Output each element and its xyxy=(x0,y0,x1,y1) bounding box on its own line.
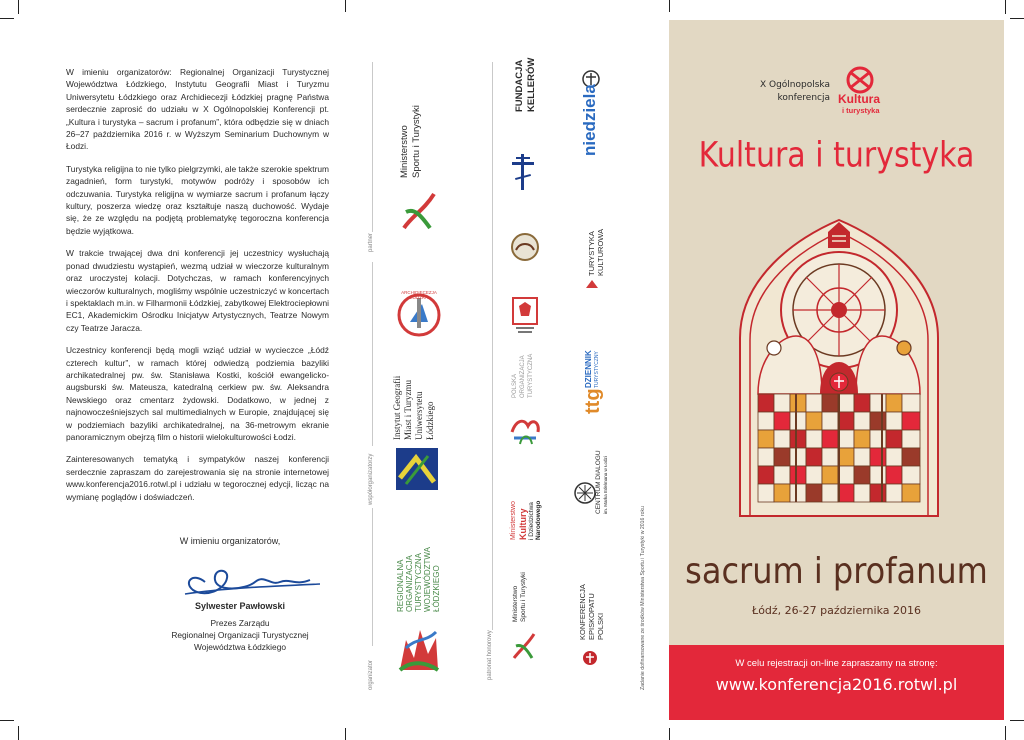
cover-date: Łódź, 26-27 października 2016 xyxy=(752,604,921,617)
signature-name: Sylwester Pawłowski xyxy=(194,601,286,611)
tk-icon xyxy=(584,278,600,290)
emblem-logo xyxy=(510,232,540,262)
logo-word: Kultura xyxy=(838,92,880,106)
institute-label: Miast i Turyzmu xyxy=(403,379,413,440)
pot-label: POLSKA xyxy=(512,373,518,398)
stained-glass-window-illustration xyxy=(736,218,942,518)
signature-role: Województwa Łódzkiego xyxy=(193,642,287,652)
section-label-honorary: patronat honorowy xyxy=(487,630,493,680)
registration-text: W celu rejestracji on-line zapraszamy na stronę: xyxy=(735,658,938,669)
logo-word: i turystyka xyxy=(842,106,880,115)
letter-paragraph: Zainteresowanych tematyką i sympatyków naszej konferencji serdecznie zapraszam do zarejestrowania się na stronie internetowej www.konferencja2016.rotwl.pl i udziału w tegorocznej edycji, licząc na wymianę poglądów i doświadczeń. xyxy=(66,454,329,502)
kep-label: POLSKI xyxy=(596,612,605,640)
ministry-culture-label: i Dziedzictwa xyxy=(528,502,535,540)
rot-label: ORGANIZACJA xyxy=(405,555,414,612)
crop-mark xyxy=(1010,720,1024,721)
section-label-coorganizers: współorganizatorzy xyxy=(368,453,374,505)
institute-label: Instytut Geografii xyxy=(392,375,402,440)
crop-mark xyxy=(1005,0,1006,14)
kep-label: KONFERENCJA xyxy=(578,584,587,640)
institute-label: Uniwersytetu xyxy=(414,391,424,440)
kep-logo xyxy=(582,650,598,666)
rot-label: TURYSTYCZNA xyxy=(414,553,423,612)
ministry-sport-logo xyxy=(512,630,536,662)
rot-label: REGIONALNA xyxy=(396,559,405,612)
ministry-culture-label: Ministerstwo xyxy=(510,501,517,540)
signature-image xyxy=(175,560,325,600)
fundacja-label: FUNDACJA xyxy=(514,59,525,112)
ministry-sport-label: Sportu i Turystyki xyxy=(520,572,527,622)
institute-label: Łódzkiego xyxy=(425,401,435,440)
rot-label: ŁÓDZKIEGO xyxy=(432,565,441,612)
ministry-culture-label: Narodowego xyxy=(535,500,542,540)
centrum-dialogu-label: CENTRUM DIALOGU xyxy=(595,450,602,514)
pot-logo xyxy=(508,412,542,446)
letter-paragraph: W trakcie trwającej dwa dni konferencji jej uczestnicy wysłuchają ponad dwudziestu wystąpień, wezmą udział w wieczorze kulturalnym oraz uroczystej kolacji. Dotychczas, w ramach konferencyjnych wieczorów kulturalnych, mogliśmy wspólnie uczestniczyć w koncertach i spektaklach m.in. w Filharmonii Łódzkiej, zabytkowej Elektrociepłowni EC1, Akademickim Ośrodku Inicjatyw Artystycznych, Teatrze Nowym czy Teatrze Jaracza. xyxy=(66,248,329,333)
signature-role: Regionalnej Organizacji Turystycznej xyxy=(171,630,309,640)
letter-paragraph: Uczestnicy konferencji będą mogli wziąć udział w wycieczce „Łódź czterech kultur”, w ramach której odwiedzą podziemia bazyliki archikatedralnej pw. św. Stanisława Kostki, kościół ewangelicko-augsburski św. Mateusza, katedralną cerkiew pw. św. Aleksandra Newskiego oraz cmentarz żydowski. Dodatkowo, w jednej z najnowocześniejszych sal multimedialnych w Europie, znajdującej się w podziemiach bazyliki archikatedralnej, na 36-metrowym ekranie panoramicznym obejrzą film o historii wielokulturowości Łodzi. xyxy=(66,345,329,442)
edition-label: X Ogólnopolska xyxy=(759,80,830,90)
ttg-logo: ttg xyxy=(582,388,604,414)
fold-mark xyxy=(669,0,670,12)
ministry-sport-logo xyxy=(400,188,436,234)
dziennik-label: TURYSTYCZNY xyxy=(594,351,600,388)
institute-logo xyxy=(396,448,438,490)
centrum-dialogu-label: im. Marka Edelmana w Łodzi xyxy=(603,456,608,514)
tk-label: KULTUROWA xyxy=(596,228,605,276)
ministry-sport-label: Sportu i Turystyki xyxy=(411,105,422,178)
pot-label: TURYSTYCZNA xyxy=(528,353,534,398)
signature-role: Prezes Zarządu xyxy=(210,618,270,628)
divider xyxy=(492,62,493,630)
kep-label: EPISKOPATU xyxy=(587,593,596,640)
fold-mark xyxy=(669,728,670,740)
registration-url[interactable]: www.konferencja2016.rotwl.pl xyxy=(715,675,958,694)
cover-title: Kultura i turystyka xyxy=(698,135,975,176)
registration-band xyxy=(669,645,1004,720)
section-label-organizer: organizator xyxy=(368,659,374,690)
tk-label: TURYSTYKA xyxy=(587,231,596,276)
archdiocese-label: ARCHIDIECEZJA ŁÓDZKA xyxy=(401,290,437,300)
divider xyxy=(372,62,373,232)
edition-label: konferencja xyxy=(777,93,830,103)
orthodox-cross-icon xyxy=(508,154,538,190)
letter-paragraph: Turystyka religijna to nie tylko pielgrzymki, ale także szerokie spektrum zagadnień, form turystyki, motywów podróży i sposobów ich odczuwania. Turystyka religijna w wymiarze sacrum i profanum łączy kultury, poszerza wiedzę oraz kształtuje naszą duchowość. Wydaje się, że ze względu na podjętą problematykę tegoroczna konferencja będzie wyjątkowa. xyxy=(66,163,329,236)
crop-mark xyxy=(1005,726,1006,740)
niedziela-logo: niedziela xyxy=(580,84,599,156)
crop-mark xyxy=(1010,18,1024,19)
ministry-culture-label: Kultury xyxy=(518,508,528,540)
letter-panel xyxy=(0,0,360,740)
centrum-dialogu-logo xyxy=(574,482,596,504)
rot-label: WOJEWÓDZTWA xyxy=(423,546,432,612)
fundacja-label: KELLERÓW xyxy=(526,57,537,112)
letter-paragraph: W imieniu organizatorów: Regionalnej Organizacji Turystycznej Województwa Łódzkiego, Instytutu Geografii Miast i Turyzmu Uniwersytetu Łódzkiego oraz Archidiecezji Łódzkiej pragnę Państwa serdecznie zaprosić do udziału w X Ogólnopolskiej Konferencji pt. „Kultura i turystyka – sacrum i profanum”, która odbędzie się w dniach 26–27 października 2016 r. w Wyższym Seminarium Duchownym w Łodzi. xyxy=(66,67,329,152)
letter-body xyxy=(66,66,329,513)
divider xyxy=(372,508,373,646)
cover-subtitle: sacrum i profanum xyxy=(685,550,988,592)
ministry-sport-label: Ministerstwo xyxy=(512,585,519,622)
rot-logo xyxy=(396,618,442,674)
ministry-sport-label: Ministerstwo xyxy=(399,125,410,178)
divider xyxy=(372,262,373,446)
dziennik-label: DZIENNIK xyxy=(584,350,593,388)
pot-label: ORGANIZACJA xyxy=(520,355,526,398)
president-emblem-logo xyxy=(510,296,540,336)
section-label-partner: partner xyxy=(368,232,374,252)
letter-closing: W imieniu organizatorów, xyxy=(179,536,281,546)
funding-note: Zadanie dofinansowane ze środków Ministerstwa Sportu i Turystyki w 2016 roku xyxy=(640,506,646,690)
